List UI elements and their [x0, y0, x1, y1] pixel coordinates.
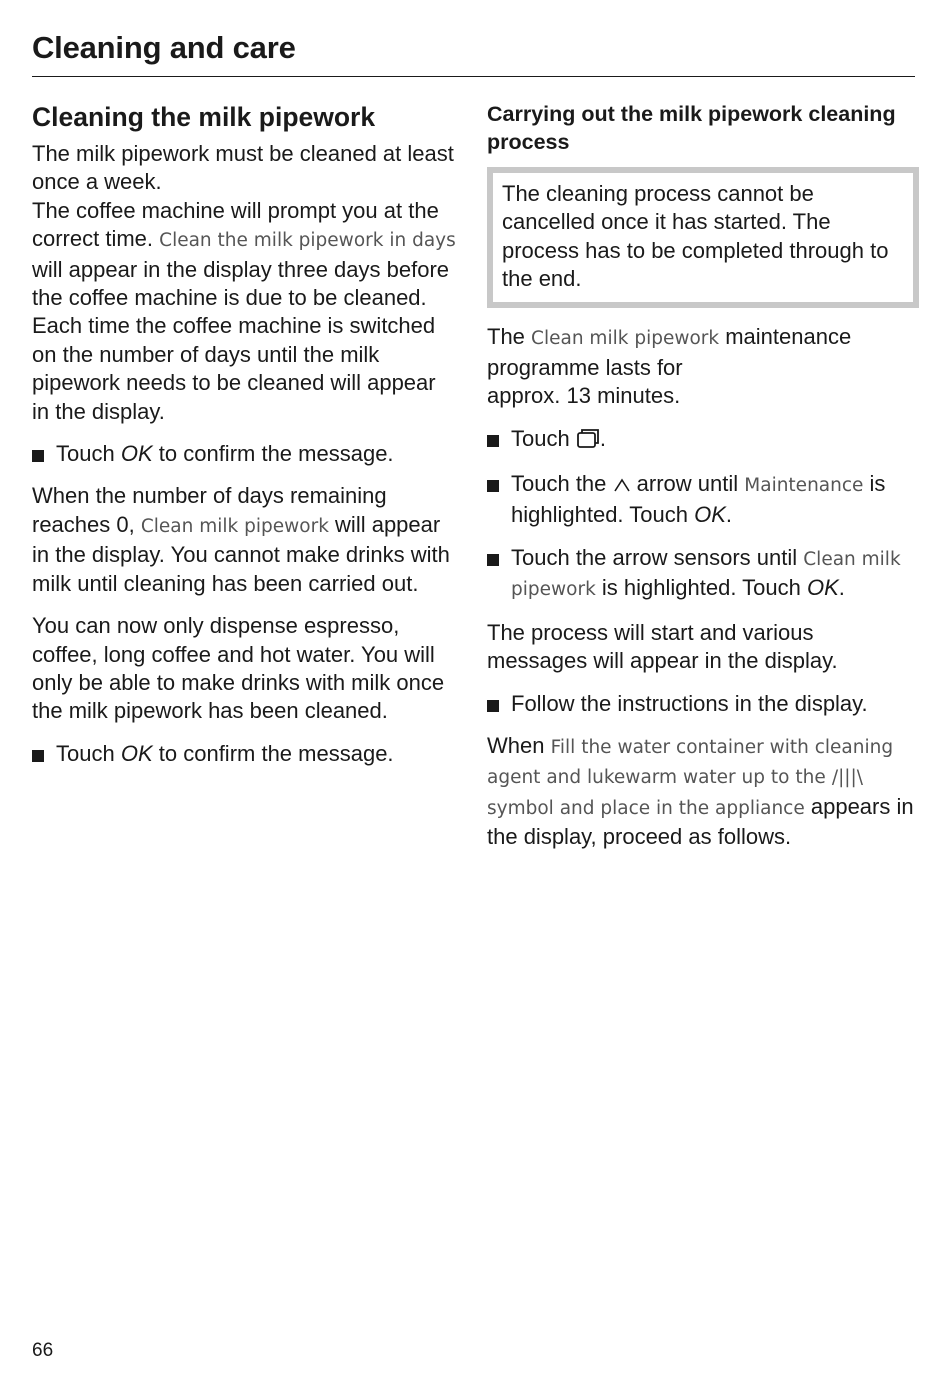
step-text: Touch [511, 425, 570, 451]
display-message-place: symbol and place in the appliance [487, 797, 805, 819]
left-column [32, 100, 457, 782]
step-text: . [725, 502, 733, 528]
page-title: Cleaning and care [32, 30, 296, 65]
step-text: is highlighted. Touch [511, 471, 886, 528]
step-text: Follow the instructions in the display. [511, 690, 868, 716]
right-column [487, 100, 919, 866]
display-message-clean: Clean milk pipework [140, 515, 329, 537]
display-message-programme: Clean milk pipework [531, 328, 720, 350]
bullet-square-icon [32, 440, 56, 468]
step-text: to confirm the message. [158, 740, 394, 766]
step-text: Touch the [511, 471, 607, 497]
bullet-square-icon [32, 740, 56, 768]
ok-label: OK [807, 575, 839, 601]
duration-value: approx. 13 minutes. [487, 383, 681, 409]
duration-prefix: The [487, 324, 525, 350]
prompt-sentence: The coffee machine will prompt you at the correct time. [32, 197, 439, 252]
display-message-clean: Clean milk pipework [511, 548, 901, 601]
display-message-fill: Fill the water container with cleaning agent and lukewarm water up to the [487, 736, 894, 789]
ok-label: OK [694, 502, 726, 528]
bullet-square-icon [487, 544, 511, 605]
fill-suffix: appears in the display, proceed as follows. [487, 793, 914, 850]
bullet-square-icon [487, 425, 511, 456]
step-text: arrow until [636, 471, 739, 497]
step-text: . [599, 425, 606, 451]
display-message-days: Clean the milk pipework in days [159, 230, 456, 252]
step-confirm-message-2 [32, 740, 457, 768]
step-text: Touch the arrow sensors until [511, 544, 798, 570]
step-text: to confirm the message. [158, 441, 394, 467]
step-text: Touch [56, 740, 115, 766]
days-zero-sentence: When the number of days remaining reaches 0, [32, 483, 387, 537]
subsection-title: Carrying out the milk pipework cleaning process [487, 102, 896, 155]
process-start-text: The process will start and various messages will appear in the display. [487, 619, 838, 674]
dispense-limits-text: You can now only dispense espresso, coffee, long coffee and hot water. You will only be able to make drinks with milk once the milk pipework has been cleaned. [32, 613, 445, 724]
water-level-symbol-icon: /|||\ [831, 767, 864, 789]
step-confirm-message-1 [32, 440, 457, 468]
duration-middle: maintenance programme lasts for [487, 324, 852, 380]
bullet-square-icon [487, 470, 511, 530]
step-touch-menu [487, 425, 919, 456]
up-arrow-icon [613, 473, 631, 501]
ok-label: OK [120, 740, 153, 766]
step-arrow-sensors [487, 544, 919, 605]
days-zero-text [32, 482, 457, 598]
warning-box: The cleaning process cannot be cancelled once it has started. The process has to be completed through to the end. [487, 167, 919, 309]
days-zero-continuation: will appear in the display. You cannot make drinks with milk until cleaning has been carried out. [32, 511, 450, 596]
step-text: is highlighted. Touch [601, 575, 801, 601]
step-arrow-maintenance [487, 470, 919, 530]
step-text: . [838, 575, 845, 601]
prompt-text [32, 197, 457, 426]
section-title: Cleaning the milk pipework [32, 102, 376, 132]
fill-prefix: When [487, 732, 545, 758]
page-number: 66 [32, 1340, 54, 1361]
intro-text [32, 140, 457, 197]
menu-icon [576, 427, 600, 456]
bullet-square-icon [487, 690, 511, 718]
step-follow-instructions [487, 690, 919, 718]
display-message-maintenance: Maintenance [744, 475, 864, 497]
step-text: Touch [56, 441, 115, 467]
page-header [32, 28, 915, 77]
intro-sentence-1: The milk pipework must be cleaned at least once a week. [32, 141, 454, 195]
duration-text [487, 323, 919, 410]
ok-label: OK [120, 441, 153, 467]
fill-container-text [487, 732, 919, 852]
prompt-continuation: will appear in the display three days before the coffee machine is due to be cleaned. Each time the coffee machine is switched on the number of days until the milk pipework needs to be cleaned will appear in the display. [32, 256, 450, 424]
